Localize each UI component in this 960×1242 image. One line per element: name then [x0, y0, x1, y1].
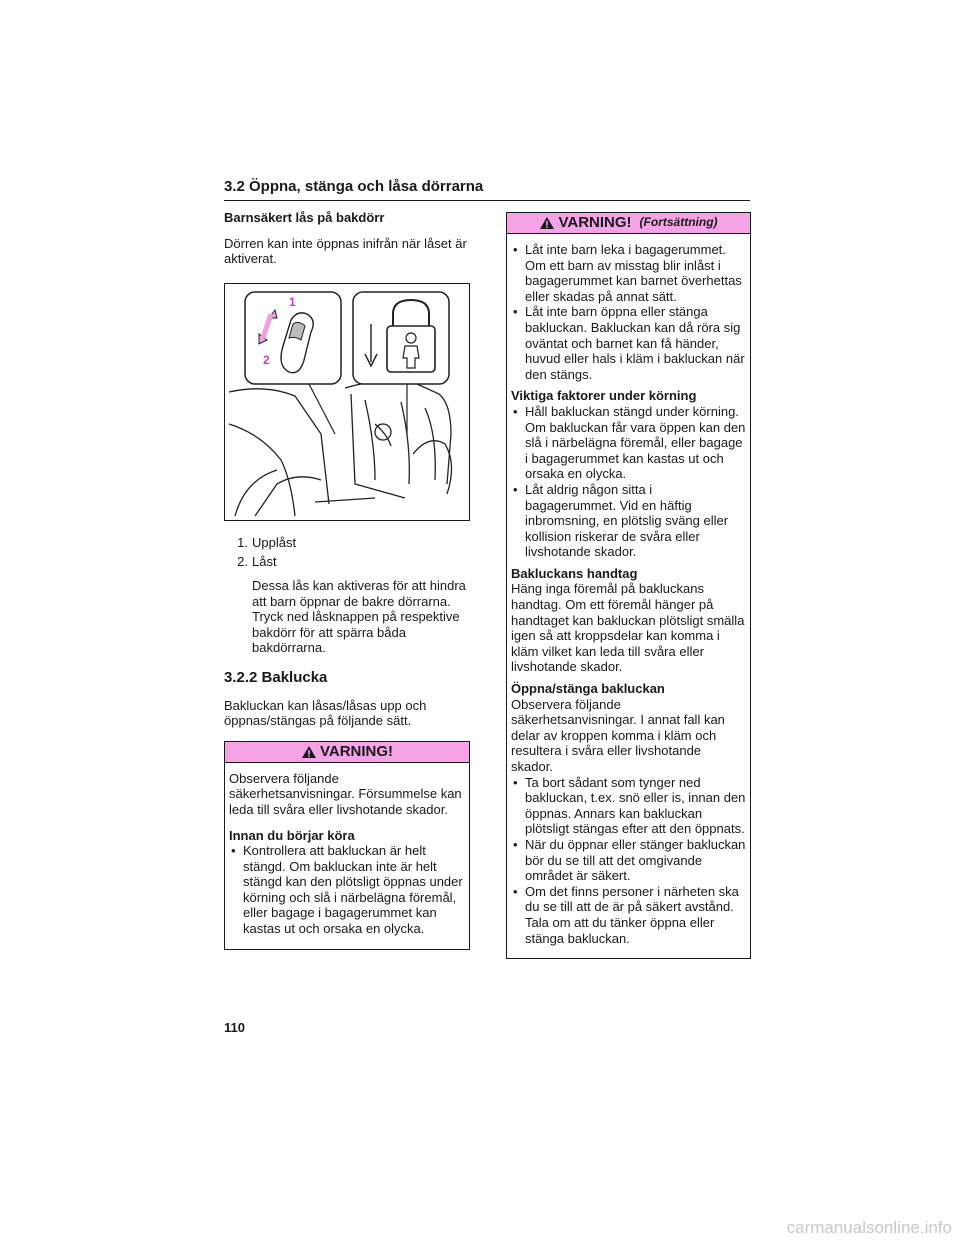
list-item: 2. Låst	[237, 554, 277, 570]
subsection-title: 3.2.2 Baklucka	[224, 668, 328, 686]
warning-bullets	[229, 843, 465, 937]
list-item: 1. Upplåst	[237, 534, 297, 550]
child-lock-heading: Barnsäkert lås på bakdörr	[224, 210, 385, 225]
lock-position-list	[224, 535, 470, 570]
warning-paragraph: Observera följande säkerhetsanvisningar. I annat fall kan delar av kroppen komma i kläm och resultera i svåra eller livshotande skador.	[511, 696, 725, 774]
warning-title: VARNING!	[558, 214, 632, 232]
warning-subheading: Viktiga faktorer under körning	[511, 388, 697, 404]
child-lock-illustration	[225, 284, 469, 520]
warning-bullets	[511, 404, 746, 560]
watermark: carmanualsonline.info	[786, 1218, 952, 1237]
figure-label-2: 2	[263, 352, 270, 367]
warning-header	[507, 213, 750, 234]
list-item: • Håll bakluckan stängd under körning. Om bakluckan får vara öppen kan den slå i närbelägna föremål, eller bagage i bagagerummet kan kastas ut och orsaka en olycka.	[511, 404, 746, 482]
lock-note: Dessa lås kan aktiveras för att hindra att barn öppnar de bakre dörrarna. Tryck ned låsknappen på respektive bakdörr för att spärra båda bakdörrarna.	[252, 577, 466, 656]
child-lock-figure	[224, 283, 470, 521]
warning-icon	[301, 745, 317, 759]
warning-bullets	[511, 775, 746, 947]
left-column	[224, 210, 470, 950]
list-item: • Om det finns personer i närheten ska du se till att de är på säkert avstånd. Tala om att du tänker öppna eller stänga bakluckan.	[511, 884, 746, 946]
warning-paragraph: Häng inga föremål på bakluckans handtag. Om ett föremål hänger på handtaget kan bakluckan plötsligt smälla igen så att kroppsdelar kan komma i kläm vilket kan leda till svåra eller livshotande skador.	[511, 581, 745, 675]
list-item: • När du öppnar eller stänger bakluckan bör du se till att det omgivande området är säkert.	[511, 837, 746, 884]
list-item: • Låt inte barn öppna eller stänga bakluckan. Bakluckan kan då röra sig oväntat och barnet kan få händer, huvud eller hals i kläm i bakluckan när den stängs.	[511, 304, 746, 382]
list-item: • Låt aldrig någon sitta i bagagerummet. Vid en häftig inbromsning, en plötslig sväng eller kollision riskerar de svåra eller livshotande skador.	[511, 482, 746, 560]
list-item: • Låt inte barn leka i bagagerummet. Om ett barn av misstag blir inlåst i bagagerummet kan barnet överhettas eller skadas på annat sätt.	[511, 242, 746, 304]
warning-title: VARNING!	[319, 742, 394, 760]
warning-header	[225, 742, 469, 763]
warning-continued-label: (Fortsättning)	[639, 215, 718, 230]
warning-box-continued	[506, 212, 751, 959]
warning-bullets	[511, 242, 746, 382]
child-lock-intro: Dörren kan inte öppnas inifrån när låset är aktiverat.	[224, 235, 467, 267]
warning-intro: Observera följande säkerhetsanvisningar. Försummelse kan leda till svåra eller livshotande skador.	[229, 770, 462, 817]
page-number: 110	[224, 1020, 245, 1035]
list-item: • Ta bort sådant som tynger ned bakluckan, t.ex. snö eller is, innan den öppnas. Annars kan bakluckan plötsligt stängas efter att den öppnats.	[511, 775, 746, 837]
warning-subheading: Bakluckans handtag	[511, 565, 638, 581]
right-column	[506, 212, 751, 959]
figure-label-1: 1	[289, 294, 296, 309]
section-header: 3.2 Öppna, stänga och låsa dörrarna	[224, 178, 750, 201]
warning-icon	[539, 216, 555, 230]
list-item: • Kontrollera att bakluckan är helt stängd. Om bakluckan inte är helt stängd kan den plötsligt öppnas under körning och slå i närbelägna föremål, eller bagage i bagagerummet kan kastas ut och orsaka en olycka.	[229, 843, 465, 937]
warning-subheading: Öppna/stänga bakluckan	[511, 681, 665, 697]
subsection-intro: Bakluckan kan låsas/låsas upp och öppnas/stängas på följande sätt.	[224, 697, 427, 729]
warning-box	[224, 741, 470, 950]
warning-subheading: Innan du börjar köra	[229, 827, 355, 843]
